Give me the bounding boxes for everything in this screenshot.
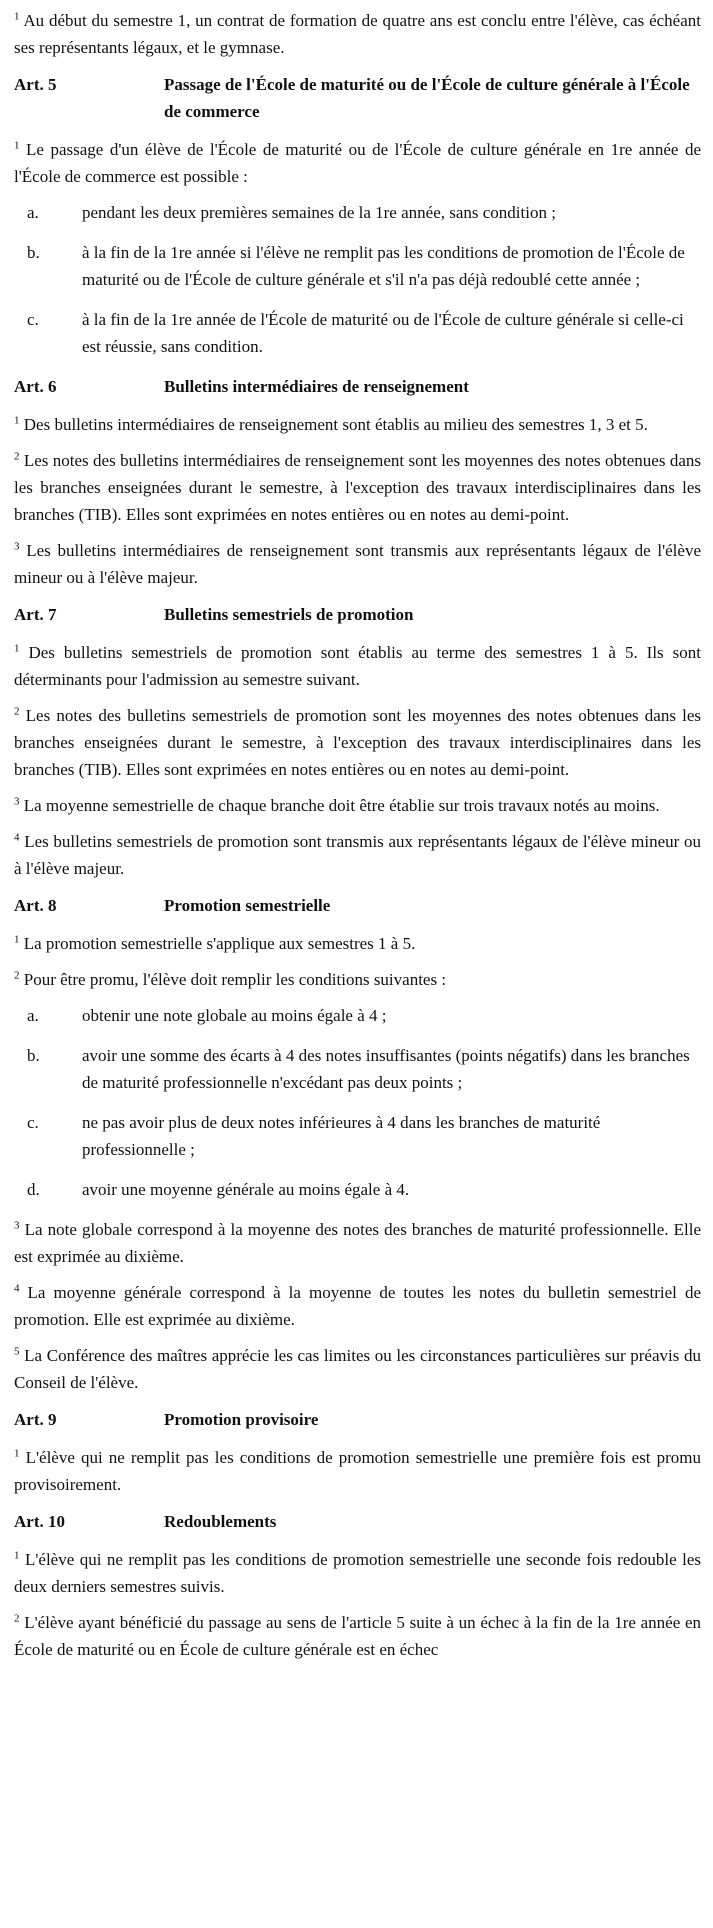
article-6-heading (14, 373, 701, 400)
list-item-text: à la fin de la 1re année si l'élève ne remplit pas les conditions de promotion de l'École de maturité ou de l'École de culture générale et s'il n'a pas déjà redoublé cette année ; (82, 243, 685, 289)
paragraph-number: 1 (14, 1447, 20, 1460)
list-marker: c. (27, 310, 39, 329)
art6-paragraph-3 (14, 537, 701, 591)
list-item (14, 1042, 701, 1096)
paragraph-text: Les bulletins intermédiaires de renseignement sont transmis aux représentants légaux de l'élève mineur ou à l'élève majeur. (14, 541, 701, 587)
list-item (14, 1109, 701, 1163)
article-number: Art. 8 (14, 896, 57, 915)
list-marker: d. (27, 1180, 40, 1199)
intro-paragraph (14, 7, 701, 61)
paragraph-number: 2 (14, 1612, 20, 1625)
article-number: Art. 6 (14, 377, 57, 396)
art9-paragraph-1 (14, 1444, 701, 1498)
paragraph-text: L'élève ayant bénéficié du passage au sens de l'article 5 suite à un échec à la fin de la 1re année en École de maturité ou en École de culture générale est en échec (14, 1613, 701, 1659)
art6-paragraph-1 (14, 411, 701, 438)
paragraph-number: 4 (14, 831, 20, 844)
list-item-text: obtenir une note globale au moins égale à 4 ; (82, 1006, 387, 1025)
paragraph-number: 5 (14, 1345, 20, 1358)
paragraph-text: Des bulletins intermédiaires de renseignement sont établis au milieu des semestres 1, 3 et 5. (19, 415, 648, 434)
article-8-heading (14, 892, 701, 919)
list-marker: b. (27, 243, 40, 262)
article-number: Art. 5 (14, 75, 57, 94)
paragraph-number: 3 (14, 795, 20, 808)
paragraph-text: Des bulletins semestriels de promotion sont établis au terme des semestres 1 à 5. Ils sont déterminants pour l'admission au semestre suivant. (14, 643, 701, 689)
article-number: Art. 7 (14, 605, 57, 624)
paragraph-number: 3 (14, 1219, 20, 1232)
article-9-heading (14, 1406, 701, 1433)
paragraph-number: 1 (14, 933, 20, 946)
paragraph-text: La note globale correspond à la moyenne des notes des branches de maturité professionnelle. Elle est exprimée au dixième. (14, 1220, 701, 1266)
art8-paragraph-3 (14, 1216, 701, 1270)
list-item-text: ne pas avoir plus de deux notes inférieures à 4 dans les branches de maturité professionnelle ; (82, 1113, 601, 1159)
list-item-text: avoir une somme des écarts à 4 des notes insuffisantes (points négatifs) dans les branches de maturité professionnelle n'excédant pas deux points ; (82, 1046, 690, 1092)
list-item (14, 239, 701, 293)
list-item-text: pendant les deux premières semaines de la 1re année, sans condition ; (82, 203, 556, 222)
list-item (14, 1002, 701, 1029)
paragraph-number: 2 (14, 705, 20, 718)
paragraph-number: 1 (14, 414, 20, 427)
article-10-heading (14, 1508, 701, 1535)
art10-paragraph-2 (14, 1609, 701, 1663)
paragraph-number: 1 (14, 10, 20, 23)
article-7-heading (14, 601, 701, 628)
paragraph-text: Pour être promu, l'élève doit remplir les conditions suivantes : (19, 970, 447, 989)
paragraph-text: Le passage d'un élève de l'École de maturité ou de l'École de culture générale en 1re année de l'École de commerce est possible : (14, 140, 701, 186)
paragraph-text: La moyenne générale correspond à la moyenne de toutes les notes du bulletin semestriel de promotion. Elle est exprimée au dixième. (14, 1283, 701, 1329)
list-item (14, 1176, 701, 1203)
paragraph-number: 3 (14, 540, 20, 553)
art8-paragraph-1 (14, 930, 701, 957)
paragraph-number: 4 (14, 1282, 20, 1295)
list-item (14, 199, 701, 226)
paragraph-number: 1 (14, 1549, 20, 1562)
art8-list (14, 1002, 701, 1203)
paragraph-text: La moyenne semestrielle de chaque branche doit être établie sur trois travaux notés au moins. (19, 796, 660, 815)
article-number: Art. 10 (14, 1512, 65, 1531)
art8-paragraph-5 (14, 1342, 701, 1396)
art5-list (14, 199, 701, 360)
paragraph-text: Au début du semestre 1, un contrat de formation de quatre ans est conclu entre l'élève, cas échéant ses représentants légaux, et le gymnase. (14, 11, 701, 57)
paragraph-text: Les notes des bulletins semestriels de promotion sont les moyennes des notes obtenues dans les branches enseignées durant le semestre, à l'exception des travaux interdisciplinaires dans les branches (TIB). Elles sont exprimées en notes entières ou en notes au demi-point. (14, 706, 701, 779)
art5-paragraph-1 (14, 136, 701, 190)
list-item-text: à la fin de la 1re année de l'École de maturité ou de l'École de culture générale si celle-ci est réussie, sans condition. (82, 310, 684, 356)
paragraph-text: Les bulletins semestriels de promotion sont transmis aux représentants légaux de l'élève mineur ou à l'élève majeur. (14, 832, 701, 878)
article-title: Bulletins intermédiaires de renseignement (164, 377, 469, 396)
article-title: Passage de l'École de maturité ou de l'École de culture générale à l'École de commerce (164, 75, 690, 121)
paragraph-text: La Conférence des maîtres apprécie les cas limites ou les circonstances particulières sur préavis du Conseil de l'élève. (14, 1346, 701, 1392)
art7-paragraph-1 (14, 639, 701, 693)
art7-paragraph-2 (14, 702, 701, 783)
art8-paragraph-4 (14, 1279, 701, 1333)
paragraph-text: L'élève qui ne remplit pas les conditions de promotion semestrielle une seconde fois redouble les deux derniers semestres suivis. (14, 1550, 701, 1596)
list-marker: a. (27, 1006, 39, 1025)
paragraph-text: La promotion semestrielle s'applique aux semestres 1 à 5. (19, 934, 416, 953)
list-item (14, 306, 701, 360)
art10-paragraph-1 (14, 1546, 701, 1600)
list-marker: c. (27, 1113, 39, 1132)
paragraph-text: L'élève qui ne remplit pas les conditions de promotion semestrielle une première fois est promu provisoirement. (14, 1448, 701, 1494)
art7-paragraph-4 (14, 828, 701, 882)
list-marker: a. (27, 203, 39, 222)
paragraph-number: 2 (14, 969, 20, 982)
paragraph-number: 1 (14, 139, 20, 152)
paragraph-number: 1 (14, 642, 20, 655)
list-item-text: avoir une moyenne générale au moins égale à 4. (82, 1180, 410, 1199)
art7-paragraph-3 (14, 792, 701, 819)
article-title: Bulletins semestriels de promotion (164, 605, 414, 624)
paragraph-number: 2 (14, 450, 20, 463)
article-number: Art. 9 (14, 1410, 57, 1429)
art6-paragraph-2 (14, 447, 701, 528)
article-title: Promotion provisoire (164, 1410, 319, 1429)
paragraph-text: Les notes des bulletins intermédiaires de renseignement sont les moyennes des notes obtenues dans les branches enseignées durant le semestre, à l'exception des travaux interdisciplinaires dans les branches (TIB). Elles sont exprimées en notes entières ou en notes au demi-point. (14, 451, 701, 524)
article-title: Promotion semestrielle (164, 896, 331, 915)
article-title: Redoublements (164, 1512, 277, 1531)
art8-paragraph-2 (14, 966, 701, 993)
list-marker: b. (27, 1046, 40, 1065)
article-5-heading (14, 71, 701, 125)
